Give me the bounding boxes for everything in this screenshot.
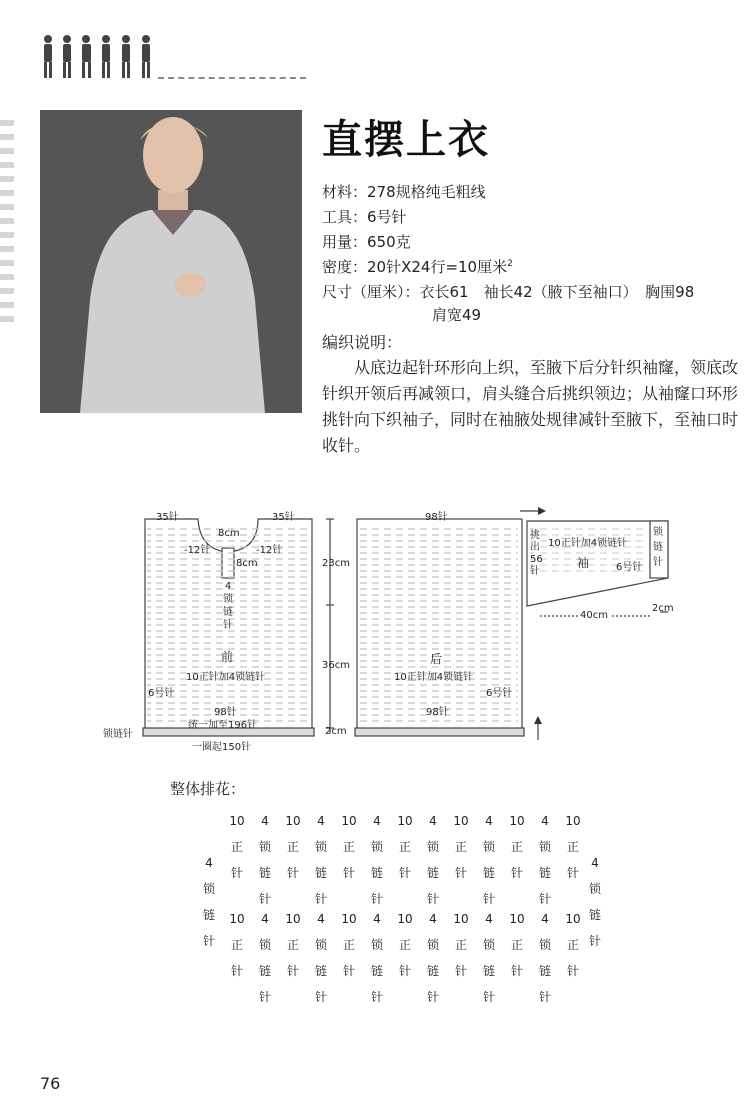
pattern-column-1-5: 10 正 针 — [341, 814, 357, 880]
pattern-title: 整体排花： — [170, 780, 246, 798]
pattern-column-2-1: 10 正 针 — [229, 912, 245, 978]
pattern-side-right: 4 锁 链 针 — [588, 856, 601, 948]
back-armhole: 23cm — [322, 558, 350, 569]
sleeve-length: 40cm — [580, 610, 608, 621]
sleeve-name: 袖 — [577, 556, 590, 570]
front-hem-label: 锁链针 — [103, 729, 133, 740]
pattern-column-1-6: 4 锁 链 针 — [370, 814, 383, 906]
pattern-column-1-3: 10 正 针 — [285, 814, 301, 880]
pattern-column-2-2: 4 锁 链 针 — [258, 912, 271, 1004]
description-body: 从底边起针环形向上织，至腋下后分针织袖窿，领底改针织开领后再减领口，肩头缝合后挑织领边；从袖窿口环形挑针向下织袖子，同时在袖腋处规律减针至腋下，至袖口时收针。 — [322, 358, 739, 455]
back-body-length: 36cm — [322, 660, 350, 671]
front-needle: 6号针 — [148, 688, 175, 699]
sleeve-needle: 6号针 — [616, 562, 643, 573]
pattern-column-2-8: 4 锁 链 针 — [426, 912, 439, 1004]
pattern-column-2-9: 10 正 针 — [453, 912, 469, 978]
pattern-column-2-10: 4 锁 链 针 — [482, 912, 495, 1004]
front-increase: 统一加至196针 — [188, 720, 258, 731]
spec-tools: 工具：6号针 — [322, 208, 407, 226]
page-title: 直摆上衣 — [322, 117, 490, 163]
front-name: 前 — [221, 650, 234, 664]
pattern-column-1-13: 10 正 针 — [565, 814, 581, 880]
front-neck-dec-left: -12针 — [184, 545, 211, 556]
pattern-column-2-13: 10 正 针 — [565, 912, 581, 978]
back-pattern: 10正针加4锁链针 — [394, 672, 474, 683]
pattern-column-1-4: 4 锁 链 针 — [314, 814, 327, 906]
description-heading: 编织说明： — [322, 333, 403, 352]
front-neck-width: 8cm — [218, 528, 240, 539]
front-neck-dec-right: -12针 — [256, 545, 283, 556]
pattern-column-1-11: 10 正 针 — [509, 814, 525, 880]
spec-gauge-sup: 2 — [507, 259, 513, 269]
pattern-column-1-10: 4 锁 链 针 — [482, 814, 495, 906]
pattern-column-1-7: 10 正 针 — [397, 814, 413, 880]
sleeve-pickup: 挑出56针 — [530, 530, 543, 577]
spec-amount: 用量：650克 — [322, 233, 411, 251]
pattern-column-1-1: 10 正 针 — [229, 814, 245, 880]
front-placket-height: 8cm — [236, 558, 258, 569]
back-hem-height: 2cm — [325, 726, 347, 737]
back-top: 98针 — [425, 512, 448, 523]
back-name: 后 — [430, 652, 443, 666]
pattern-column-2-12: 4 锁 链 针 — [538, 912, 551, 1004]
page-number: 76 — [40, 1074, 61, 1093]
front-shoulder-left: 35针 — [156, 512, 179, 523]
pattern-column-2-3: 10 正 针 — [285, 912, 301, 978]
back-stitches: 98针 — [426, 707, 449, 718]
sleeve-pattern: 10正针加4锁链针 — [548, 538, 628, 549]
pattern-column-2-6: 4 锁 链 针 — [370, 912, 383, 1004]
pattern-column-2-5: 10 正 针 — [341, 912, 357, 978]
spec-shoulder: 肩宽49 — [432, 306, 482, 324]
spec-size: 尺寸（厘米）：衣长61 袖长42（腋下至袖口） 胸围98 — [322, 283, 695, 301]
sleeve-cuff-height: 2cm — [652, 603, 674, 614]
spec-gauge-text: 密度：20针X24行=10厘米 — [322, 258, 508, 276]
front-stitches: 98针 — [214, 707, 237, 718]
front-cast-on: 一圈起150针 — [192, 742, 252, 753]
back-needle: 6号针 — [486, 688, 513, 699]
pattern-column-1-2: 4 锁 链 针 — [258, 814, 271, 906]
pattern-column-2-7: 10 正 针 — [397, 912, 413, 978]
pattern-column-2-4: 4 锁 链 针 — [314, 912, 327, 1004]
pattern-column-1-12: 4 锁 链 针 — [538, 814, 551, 906]
pattern-column-2-11: 10 正 针 — [509, 912, 525, 978]
front-shoulder-right: 35针 — [272, 512, 295, 523]
pattern-column-1-8: 4 锁 链 针 — [426, 814, 439, 906]
pattern-side-left: 4 锁 链 针 — [202, 856, 215, 948]
front-placket-stitch: 4锁链针 — [223, 581, 233, 631]
pattern-column-1-9: 10 正 针 — [453, 814, 469, 880]
sleeve-cuff: 锁链针 — [653, 527, 663, 568]
spec-material: 材料：278规格纯毛粗线 — [322, 183, 486, 201]
front-pattern: 10正针加4锁链针 — [186, 672, 266, 683]
